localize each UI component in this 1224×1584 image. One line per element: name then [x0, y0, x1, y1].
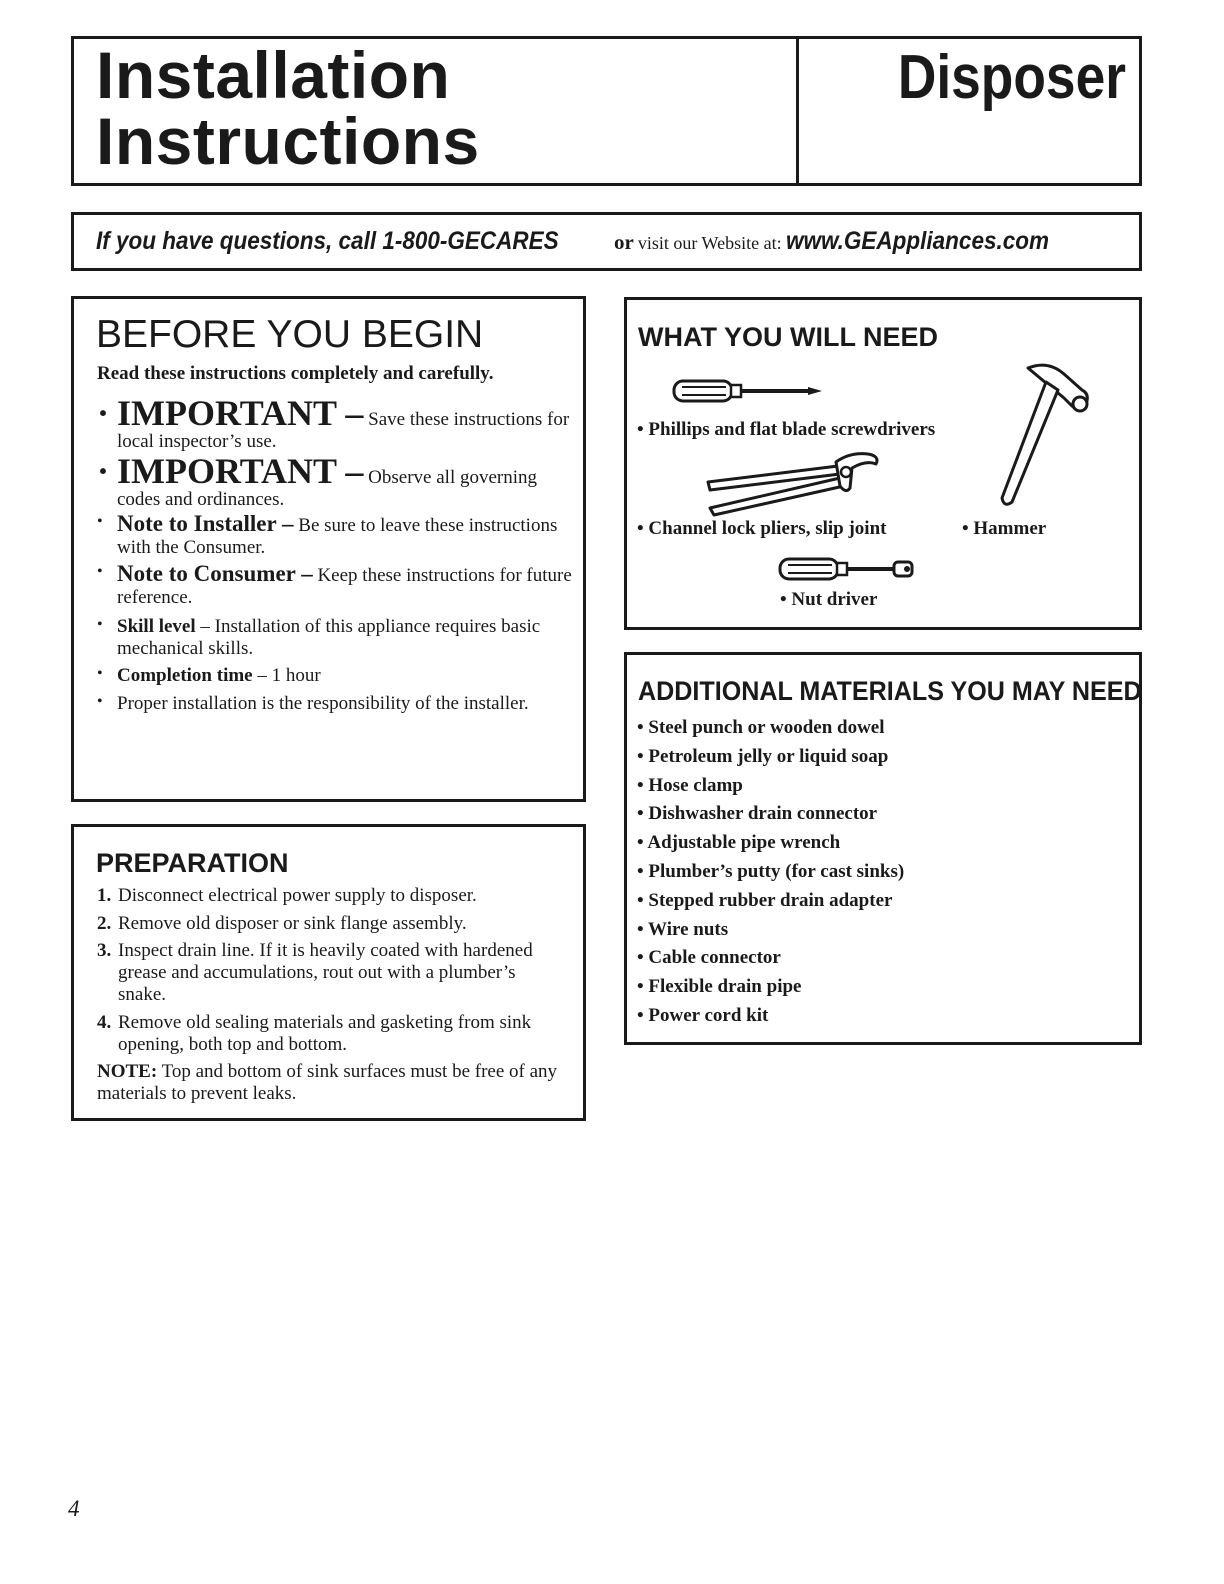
list-item: • Steel punch or wooden dowel	[637, 717, 885, 738]
skill-level-label: Skill level	[117, 616, 196, 637]
list-item: • Skill level – Installation of this appliance requires basic mechanical skills.	[97, 616, 541, 659]
list-item: • Hose clamp	[637, 774, 743, 796]
list-item: 4. Remove old sealing materials and gasketing from sink opening, both top and bottom.	[97, 1012, 532, 1055]
list-item: • Cable connector	[637, 947, 781, 969]
tool-label-nut-driver: • Nut driver	[780, 589, 878, 610]
what-you-will-need-title: WHAT YOU WILL NEED	[638, 322, 938, 352]
page-number: 4	[68, 1496, 80, 1521]
contact-question: If you have questions, call 1-800-GECARES	[96, 227, 559, 255]
before-you-begin-title: BEFORE YOU BEGIN	[96, 313, 484, 356]
list-item: • Wire nuts	[637, 918, 729, 940]
tool-label-hammer: • Hammer	[962, 518, 1047, 539]
important-label: IMPORTANT –	[117, 451, 364, 491]
preparation-note: NOTE: Top and bottom of sink surfaces must be free of any materials to prevent leaks.	[97, 1061, 558, 1104]
list-item: • Note to Consumer – Keep these instructions for future reference.	[97, 561, 572, 608]
list-item: · IMPORTANT – Save these instructions for local inspector’s use.	[97, 393, 570, 452]
additional-materials-title: ADDITIONAL MATERIALS YOU MAY NEED	[638, 676, 1142, 706]
list-item: • Completion time – 1 hour	[97, 665, 321, 686]
title-divider	[796, 36, 799, 186]
additional-materials-list	[637, 714, 1127, 1031]
list-item: • Proper installation is the responsibility of the installer.	[97, 693, 529, 714]
hammer-icon	[990, 360, 1095, 508]
important-label: IMPORTANT –	[117, 393, 364, 433]
list-item: 3. Inspect drain line. If it is heavily coated with hardened grease and accumulations, rout out with a plumber’s snake.	[97, 940, 533, 1005]
page-title	[96, 38, 480, 178]
list-item: • Power cord kit	[637, 1004, 769, 1026]
screwdriver-icon	[668, 376, 828, 406]
list-item: • Flexible drain pipe	[637, 976, 802, 998]
before-you-begin-subtitle: Read these instructions completely and carefully.	[97, 363, 494, 384]
preparation-title: PREPARATION	[96, 848, 289, 878]
note-consumer-label: Note to Consumer –	[117, 561, 313, 586]
list-item: • Note to Installer – Be sure to leave these instructions with the Consumer.	[97, 511, 558, 558]
pliers-icon	[700, 448, 885, 518]
contact-visit: visit our Website at:	[637, 233, 782, 253]
tool-label-screwdrivers: • Phillips and flat blade screwdrivers	[637, 419, 936, 440]
list-item: • Petroleum jelly or liquid soap	[637, 745, 889, 767]
title-line-1: Installation	[96, 38, 451, 112]
product-name: Disposer	[897, 43, 1126, 112]
tool-label-pliers: • Channel lock pliers, slip joint	[637, 518, 887, 539]
list-item: 1. Disconnect electrical power supply to disposer.	[97, 885, 477, 906]
list-item: 2. Remove old disposer or sink flange assembly.	[97, 913, 467, 934]
list-item: • Dishwasher drain connector	[637, 803, 878, 825]
website-link[interactable]: www.GEAppliances.com	[785, 227, 1049, 255]
nut-driver-icon	[776, 555, 921, 583]
list-item: • Stepped rubber drain adapter	[637, 889, 893, 911]
list-item: • Adjustable pipe wrench	[637, 832, 841, 854]
list-item: • Plumber’s putty (for cast sinks)	[637, 860, 905, 882]
contact-or: or	[614, 230, 634, 254]
completion-time-label: Completion time	[117, 665, 253, 686]
note-installer-label: Note to Installer –	[117, 511, 294, 536]
title-line-2: Instructions	[96, 104, 480, 178]
list-item: · IMPORTANT – Observe all governing codes and ordinances.	[97, 451, 538, 510]
contact-line	[96, 224, 1078, 262]
note-label: NOTE:	[97, 1061, 158, 1082]
